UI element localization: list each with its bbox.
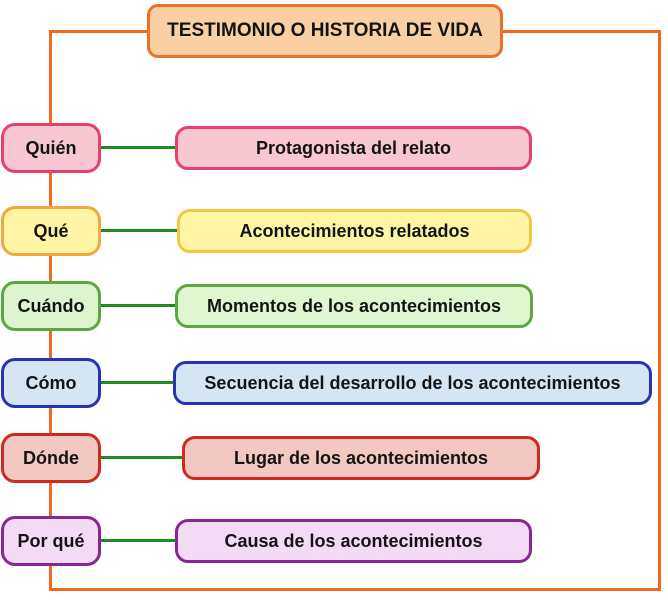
connector-line <box>101 146 175 149</box>
connector-line <box>101 381 173 384</box>
description-box-porque: Causa de los acontecimientos <box>175 519 532 563</box>
question-box-que: Qué <box>1 206 101 256</box>
description-box-que: Acontecimientos relatados <box>177 209 532 253</box>
question-box-quien: Quién <box>1 123 101 173</box>
question-box-donde: Dónde <box>1 433 101 483</box>
description-box-quien: Protagonista del relato <box>175 126 532 170</box>
connector-line <box>101 229 177 232</box>
connector-line <box>101 304 175 307</box>
description-box-donde: Lugar de los acontecimientos <box>182 436 540 480</box>
connector-line <box>101 456 182 459</box>
description-box-como: Secuencia del desarrollo de los acontecimientos <box>173 361 652 405</box>
connector-line <box>101 539 175 542</box>
description-box-cuando: Momentos de los acontecimientos <box>175 284 533 328</box>
question-box-cuando: Cuándo <box>1 281 101 331</box>
question-box-como: Cómo <box>1 358 101 408</box>
diagram-title: TESTIMONIO O HISTORIA DE VIDA <box>147 4 503 58</box>
question-box-porque: Por qué <box>1 516 101 566</box>
